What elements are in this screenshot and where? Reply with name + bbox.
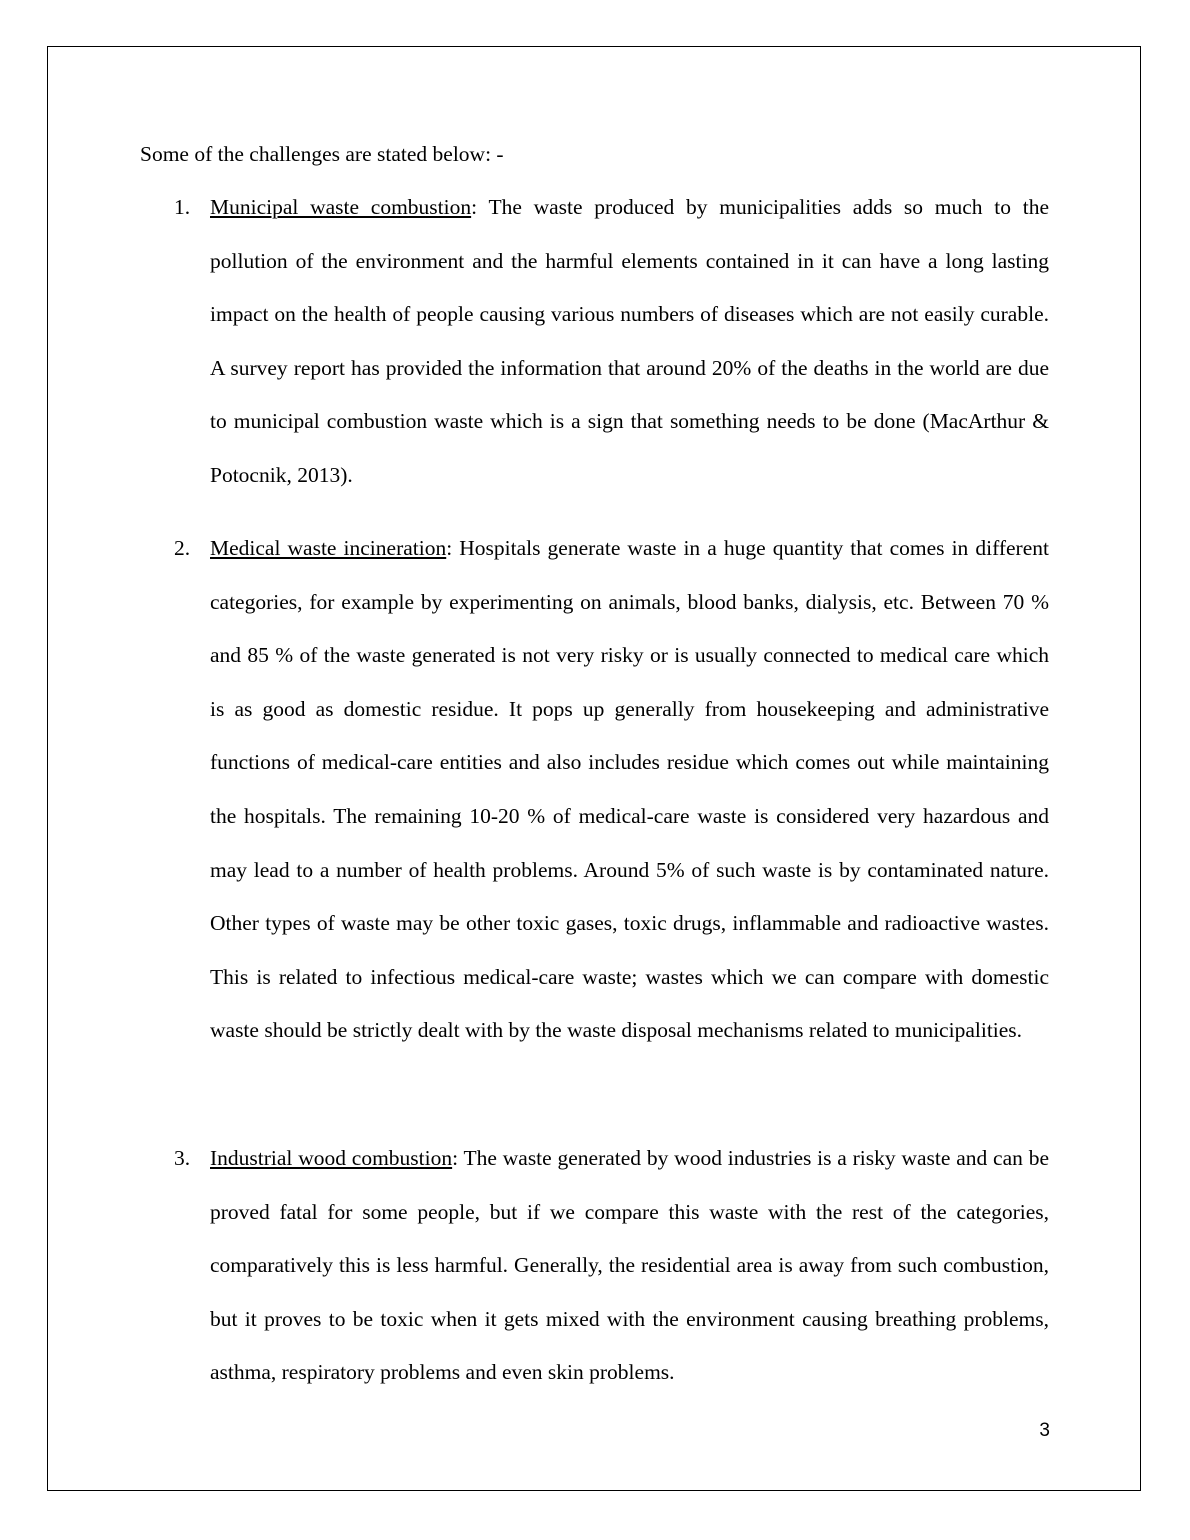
list-item-body (210, 1132, 1049, 1400)
intro-paragraph: Some of the challenges are stated below: - (140, 142, 504, 166)
list-item (140, 1132, 1049, 1400)
item-heading: Municipal waste combustion (210, 195, 472, 219)
list-item (140, 522, 1049, 1058)
item-text: : The waste generated by wood industries is a risky waste and can be proved fatal for some people, but if we compare this waste with the rest of the categories, comparatively this is less harmful. Generally, the residential area is away from such combustion, but it proves to be toxic when it gets mixed with the environment causing breathing problems, asthma, respiratory problems and even skin problems. (210, 1146, 1049, 1385)
list-item-body (210, 522, 1049, 1058)
list-number: 1. (174, 195, 191, 219)
list-number: 2. (174, 536, 191, 560)
item-text: : Hospitals generate waste in a huge quantity that comes in different categories, for example by experimenting on animals, blood banks, dialysis, etc. Between 70 % and 85 % of the waste generated is not very risky or is usually connected to medical care which is as good as domestic residue. It pops up generally from housekeeping and administrative functions of medical-care entities and also includes residue which comes out while maintaining the hospitals. The remaining 10-20 % of medical-care waste is considered very hazardous and may lead to a number of health problems. Around 5% of such waste is by contaminated nature. Other types of waste may be other toxic gases, toxic drugs, inflammable and radioactive wastes. This is related to infectious medical-care waste; wastes which we can compare with domestic waste should be strictly dealt with by the waste disposal mechanisms related to municipalities. (210, 536, 1049, 1043)
list-item-body (210, 181, 1049, 503)
list-item (140, 181, 1049, 503)
list-number: 3. (174, 1146, 191, 1170)
page-number: 3 (1039, 1420, 1050, 1441)
item-text: : The waste produced by municipalities adds so much to the pollution of the environment and the harmful elements contained in it can have a long lasting impact on the health of people causing various numbers of diseases which are not easily curable. A survey report has provided the information that around 20% of the deaths in the world are due to municipal combustion waste which is a sign that something needs to be done (MacArthur & Potocnik, 2013). (210, 195, 1049, 487)
item-heading: Medical waste incineration (210, 536, 447, 560)
item-heading: Industrial wood combustion (210, 1146, 453, 1170)
